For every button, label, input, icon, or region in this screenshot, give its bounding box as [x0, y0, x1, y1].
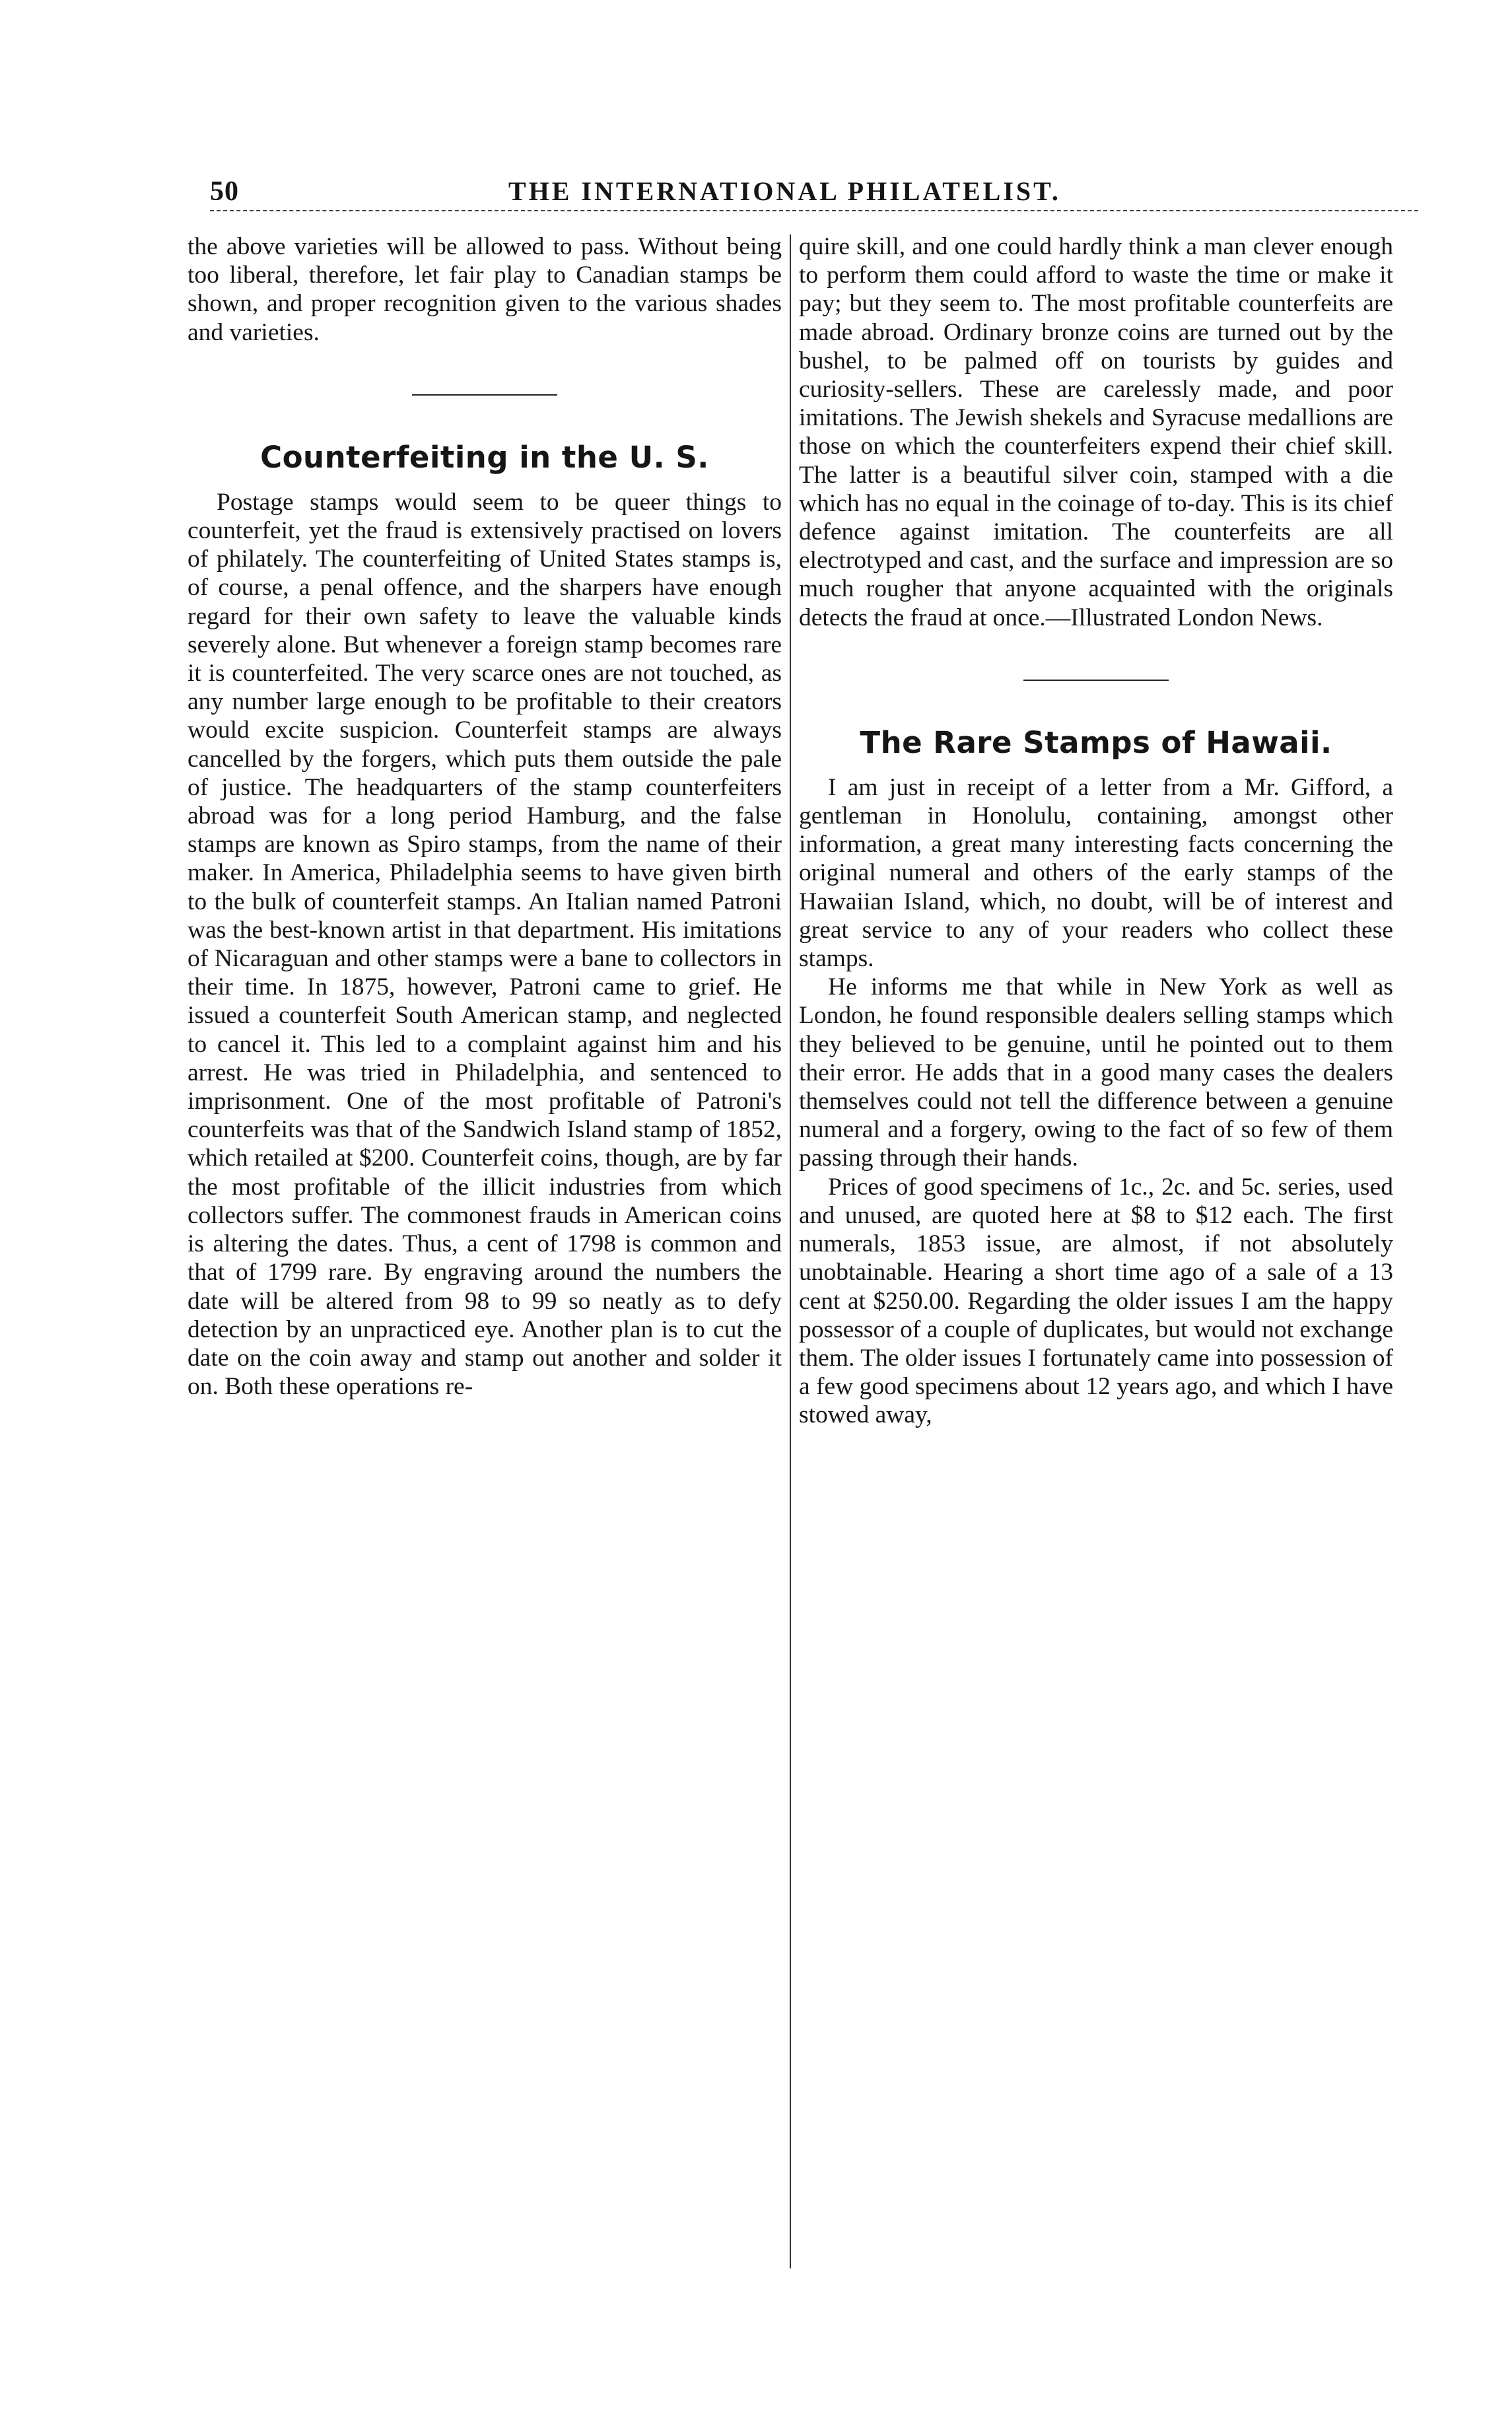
article-title-counterfeiting: Counterfeiting in the U. S. [260, 439, 709, 475]
article-paragraph: Prices of good specimens of 1c., 2c. and 5c. series, used and unused, are quoted here at $8 to $12 each. The first numerals, 1853 issue, are almost, if not absolutely unobtainable. Hearing a short time ago of a sale of a 13 cent at $250.00. Regarding the older issues I am the happy possessor of a couple of duplicates, but would not exchange them. The older issues I fortunately came into possession of a few good specimens about 12 years ago, and which I have stowed away, [799, 1173, 1393, 1429]
running-title: THE INTERNATIONAL PHILATELIST. [508, 176, 1061, 206]
left-column [188, 232, 782, 1401]
article-title-hawaii: The Rare Stamps of Hawaii. [860, 724, 1332, 760]
article-paragraph: Postage stamps would seem to be queer things to counterfeit, yet the fraud is extensively practised on lovers of philately. The counterfeiting of United States stamps is, of course, a penal offence, and the sharpers have enough regard for their own safety to leave the valuable kinds severely alone. But whenever a foreign stamp becomes rare it is counterfeited. The very scarce ones are not touched, as any number large enough to be profitable to their creators would excite suspicion. Counterfeit stamps are always cancelled by the forgers, which puts them outside the pale of justice. The headquarters of the stamp counterfeiters abroad was for a long period Hamburg, and the false stamps are known as Spiro stamps, from the name of their maker. In America, Philadelphia seems to have given birth to the bulk of counterfeit stamps. An Italian named Patroni was the best-known artist in that department. His imitations of Nicaraguan and other stamps were a bane to collectors in their time. In 1875, however, Patroni came to grief. He issued a counterfeit South American stamp, and neglected to cancel it. This led to a complaint against him and his arrest. He was tried in Philadelphia, and sentenced to imprisonment. One of the most profitable of Patroni's counterfeits was that of the Sandwich Island stamp of 1852, which retailed at $200. Counterfeit coins, though, are by far the most profitable of the illicit industries from which collectors suffer. The commonest frauds in American coins is altering the dates. Thus, a cent of 1798 is common and that of 1799 rare. By engraving around the numbers the date will be altered from 98 to 99 so neatly as to defy detection by an unpracticed eye. Another plan is to cut the date on the coin away and stamp out another and solder it on. Both these operations re- [188, 488, 782, 1401]
article-paragraph: I am just in receipt of a letter from a Mr. Gifford, a gentleman in Honolulu, containing, amongst other information, a great many interesting facts concerning the original numeral and others of the early stamps of the Hawaiian Island, which, no doubt, will be of interest and great service to any of your readers who collect these stamps. [799, 773, 1393, 973]
right-column [799, 232, 1393, 1430]
continued-paragraph: the above varieties will be allowed to pass. Without being too liberal, therefore, let fair play to Canadian stamps be shown, and proper recognition given to the various shades and varieties. [188, 233, 782, 346]
continued-paragraph: quire skill, and one could hardly think a man clever enough to perform them could afford to waste the time or make it pay; but they seem to. The most profitable counterfeits are made abroad. Ordinary bronze coins are turned out by the bushel, to be palmed off on tourists by guides and curiosity-sellers. These are carelessly made, and poor imitations. The Jewish shekels and Syracuse medallions are those on which the counterfeiters expend their chief skill. The latter is a beautiful silver coin, stamped with a die which has no equal in the coinage of to-day. This is its chief defence against imitation. The counterfeits are all electrotyped and cast, and the surface and impression are so much rougher that anyone acquainted with the originals detects the fraud at once.—Illustrated London News. [799, 233, 1393, 631]
header-rule [210, 210, 1418, 211]
column-divider [790, 234, 791, 2268]
section-divider [412, 394, 557, 396]
page-number: 50 [210, 176, 239, 207]
article-paragraph: He informs me that while in New York as well as London, he found responsible dealers selling stamps which they believed to be genuine, until he pointed out to them their error. He adds that in a good many cases the dealers themselves could not tell the difference between a genuine numeral and a forgery, owing to the fact of so few of them passing through their hands. [799, 973, 1393, 1172]
section-divider [1023, 680, 1169, 681]
page-header [210, 176, 1418, 218]
